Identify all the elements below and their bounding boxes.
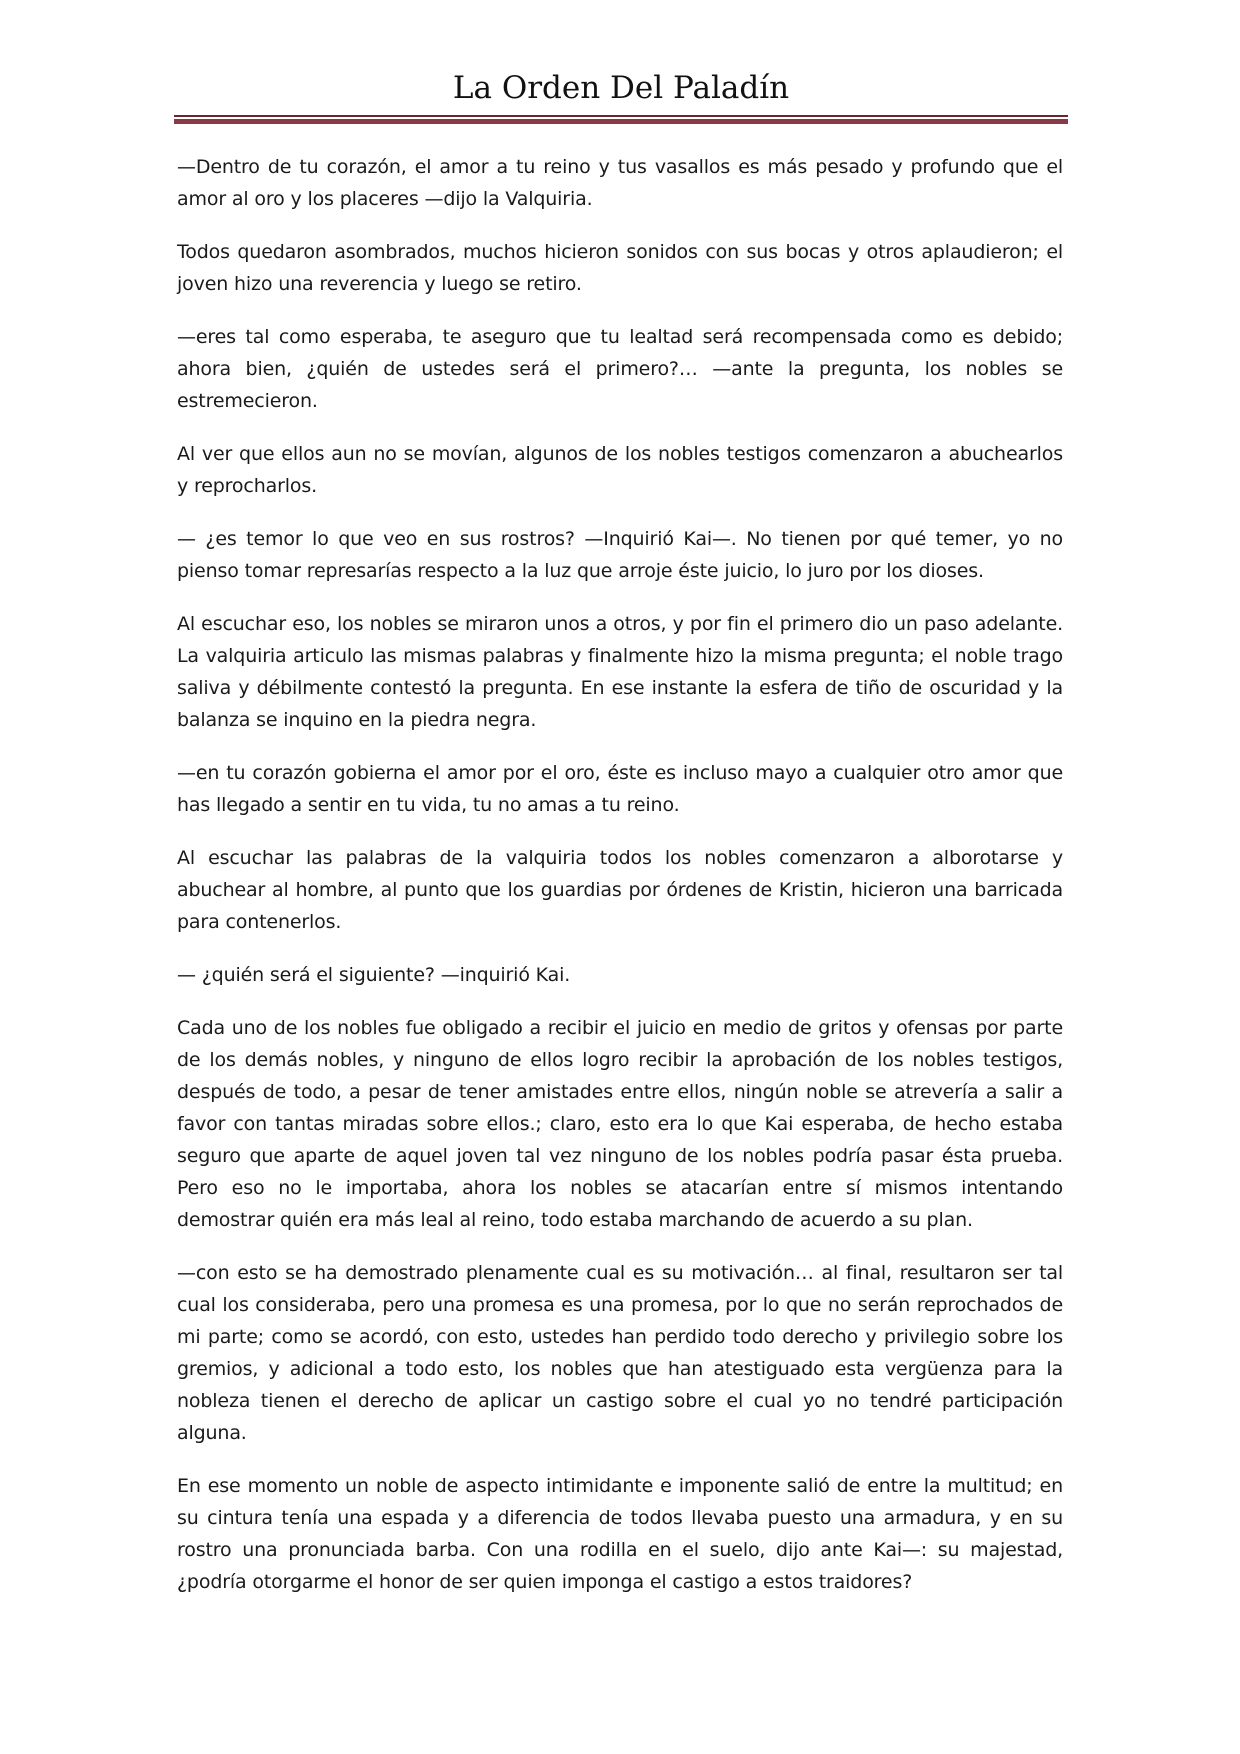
book-title: La Orden Del Paladín (452, 70, 790, 106)
paragraph: —con esto se ha demostrado plenamente cual es su motivación… al final, resultaron ser tal cual los consideraba, pero una promesa es una promesa, por lo que no serán reprochados de mi parte; como se acordó, con esto, ustedes han perdido todo derecho y privilegio sobre los gremios, y adicional a todo esto, los nobles que han atestiguado esta vergüenza para la nobleza tienen el derecho de aplicar un castigo sobre el cual yo no tendré participación alguna. (177, 1262, 1063, 1444)
header-rule-thin (174, 115, 1068, 117)
paragraph: —en tu corazón gobierna el amor por el oro, éste es incluso mayo a cualquier otro amor que has llegado a sentir en tu vida, tu no amas a tu reino. (177, 762, 1063, 816)
paragraph: —eres tal como esperaba, te aseguro que tu lealtad será recompensada como es debido; ahora bien, ¿quién de ustedes será el primero?… —ante la pregunta, los nobles se estremecieron. (177, 326, 1063, 412)
page-header (174, 70, 1068, 107)
paragraph: — ¿quién será el siguiente? —inquirió Kai. (177, 964, 571, 986)
paragraph: En ese momento un noble de aspecto intimidante e imponente salió de entre la multitud; en su cintura tenía una espada y a diferencia de todos llevaba puesto una armadura, y en su rostro una pronunciada barba. Con una rodilla en el suelo, dijo ante Kai—: su majestad, ¿podría otorgarme el honor de ser quien imponga el castigo a estos traidores? (177, 1475, 1063, 1593)
paragraph: Al escuchar eso, los nobles se miraron unos a otros, y por fin el primero dio un paso adelante. La valquiria articulo las mismas palabras y finalmente hizo la misma pregunta; el noble trago saliva y débilmente contestó la pregunta. En ese instante la esfera de tiño de oscuridad y la balanza se inquino en la piedra negra. (177, 613, 1063, 731)
paragraph: Cada uno de los nobles fue obligado a recibir el juicio en medio de gritos y ofensas por parte de los demás nobles, y ninguno de ellos logro recibir la aprobación de los nobles testigos, después de todo, a pesar de tener amistades entre ellos, ningún noble se atrevería a salir a favor con tantas miradas sobre ellos.; claro, esto era lo que Kai esperaba, de hecho estaba seguro que aparte de aquel joven tal vez ninguno de los nobles podría pasar ésta prueba. Pero eso no le importaba, ahora los nobles se atacarían entre sí mismos intentando demostrar quién era más leal al reino, todo estaba marchando de acuerdo a su plan. (177, 1017, 1063, 1231)
body-text (177, 151, 1063, 1619)
paragraph: —Dentro de tu corazón, el amor a tu reino y tus vasallos es más pesado y profundo que el amor al oro y los placeres —dijo la Valquiria. (177, 156, 1063, 210)
header-rule-thick (174, 119, 1068, 124)
paragraph: Al ver que ellos aun no se movían, algunos de los nobles testigos comenzaron a abuchearlos y reprocharlos. (177, 443, 1063, 497)
paragraph: Todos quedaron asombrados, muchos hicieron sonidos con sus bocas y otros aplaudieron; el joven hizo una reverencia y luego se retiro. (177, 241, 1063, 295)
paragraph: — ¿es temor lo que veo en sus rostros? —Inquirió Kai—. No tienen por qué temer, yo no pienso tomar represarías respecto a la luz que arroje éste juicio, lo juro por los dioses. (177, 528, 1063, 582)
paragraph: Al escuchar las palabras de la valquiria todos los nobles comenzaron a alborotarse y abuchear al hombre, al punto que los guardias por órdenes de Kristin, hicieron una barricada para contenerlos. (177, 847, 1063, 933)
